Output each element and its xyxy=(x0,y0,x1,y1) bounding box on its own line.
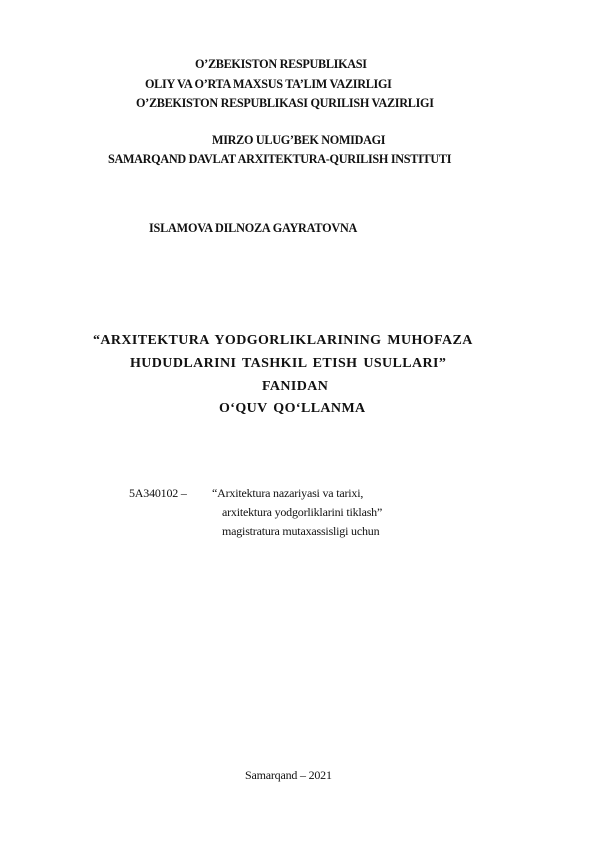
header-line-3: O’ZBEKISTON RESPUBLIKASI QURILISH VAZIRLIGI xyxy=(136,96,434,110)
author-name: ISLAMOVA DILNOZA GAYRATOVNA xyxy=(149,221,358,235)
header-line-4: MIRZO ULUG’BEK NOMIDAGI xyxy=(212,133,386,147)
header-line-2: OLIY VA O’RTA MAXSUS TA’LIM VAZIRLIGI xyxy=(145,77,392,91)
specialty-line-2: arxitektura yodgorliklarini tiklash” xyxy=(222,505,383,519)
specialty-code: 5A340102 – xyxy=(129,486,187,500)
header-line-5: SAMARQAND DAVLAT ARXITEKTURA-QURILISH INSTITUTI xyxy=(108,152,452,166)
header-line-1: O’ZBEKISTON RESPUBLIKASI xyxy=(195,57,367,71)
title-line-3: FANIDAN xyxy=(262,379,329,394)
place-and-year: Samarqand – 2021 xyxy=(245,768,332,782)
specialty-line-1: “Arxitektura nazariyasi va tarixi, xyxy=(212,486,364,500)
title-line-4: O‘QUV QO‘LLANMA xyxy=(219,401,366,416)
title-line-2: HUDUDLARINI TASHKIL ETISH USULLARI” xyxy=(130,356,447,371)
title-line-1: “ARXITEKTURA YODGORLIKLARINING MUHOFAZA xyxy=(93,333,473,348)
specialty-line-3: magistratura mutaxassisligi uchun xyxy=(222,524,380,538)
